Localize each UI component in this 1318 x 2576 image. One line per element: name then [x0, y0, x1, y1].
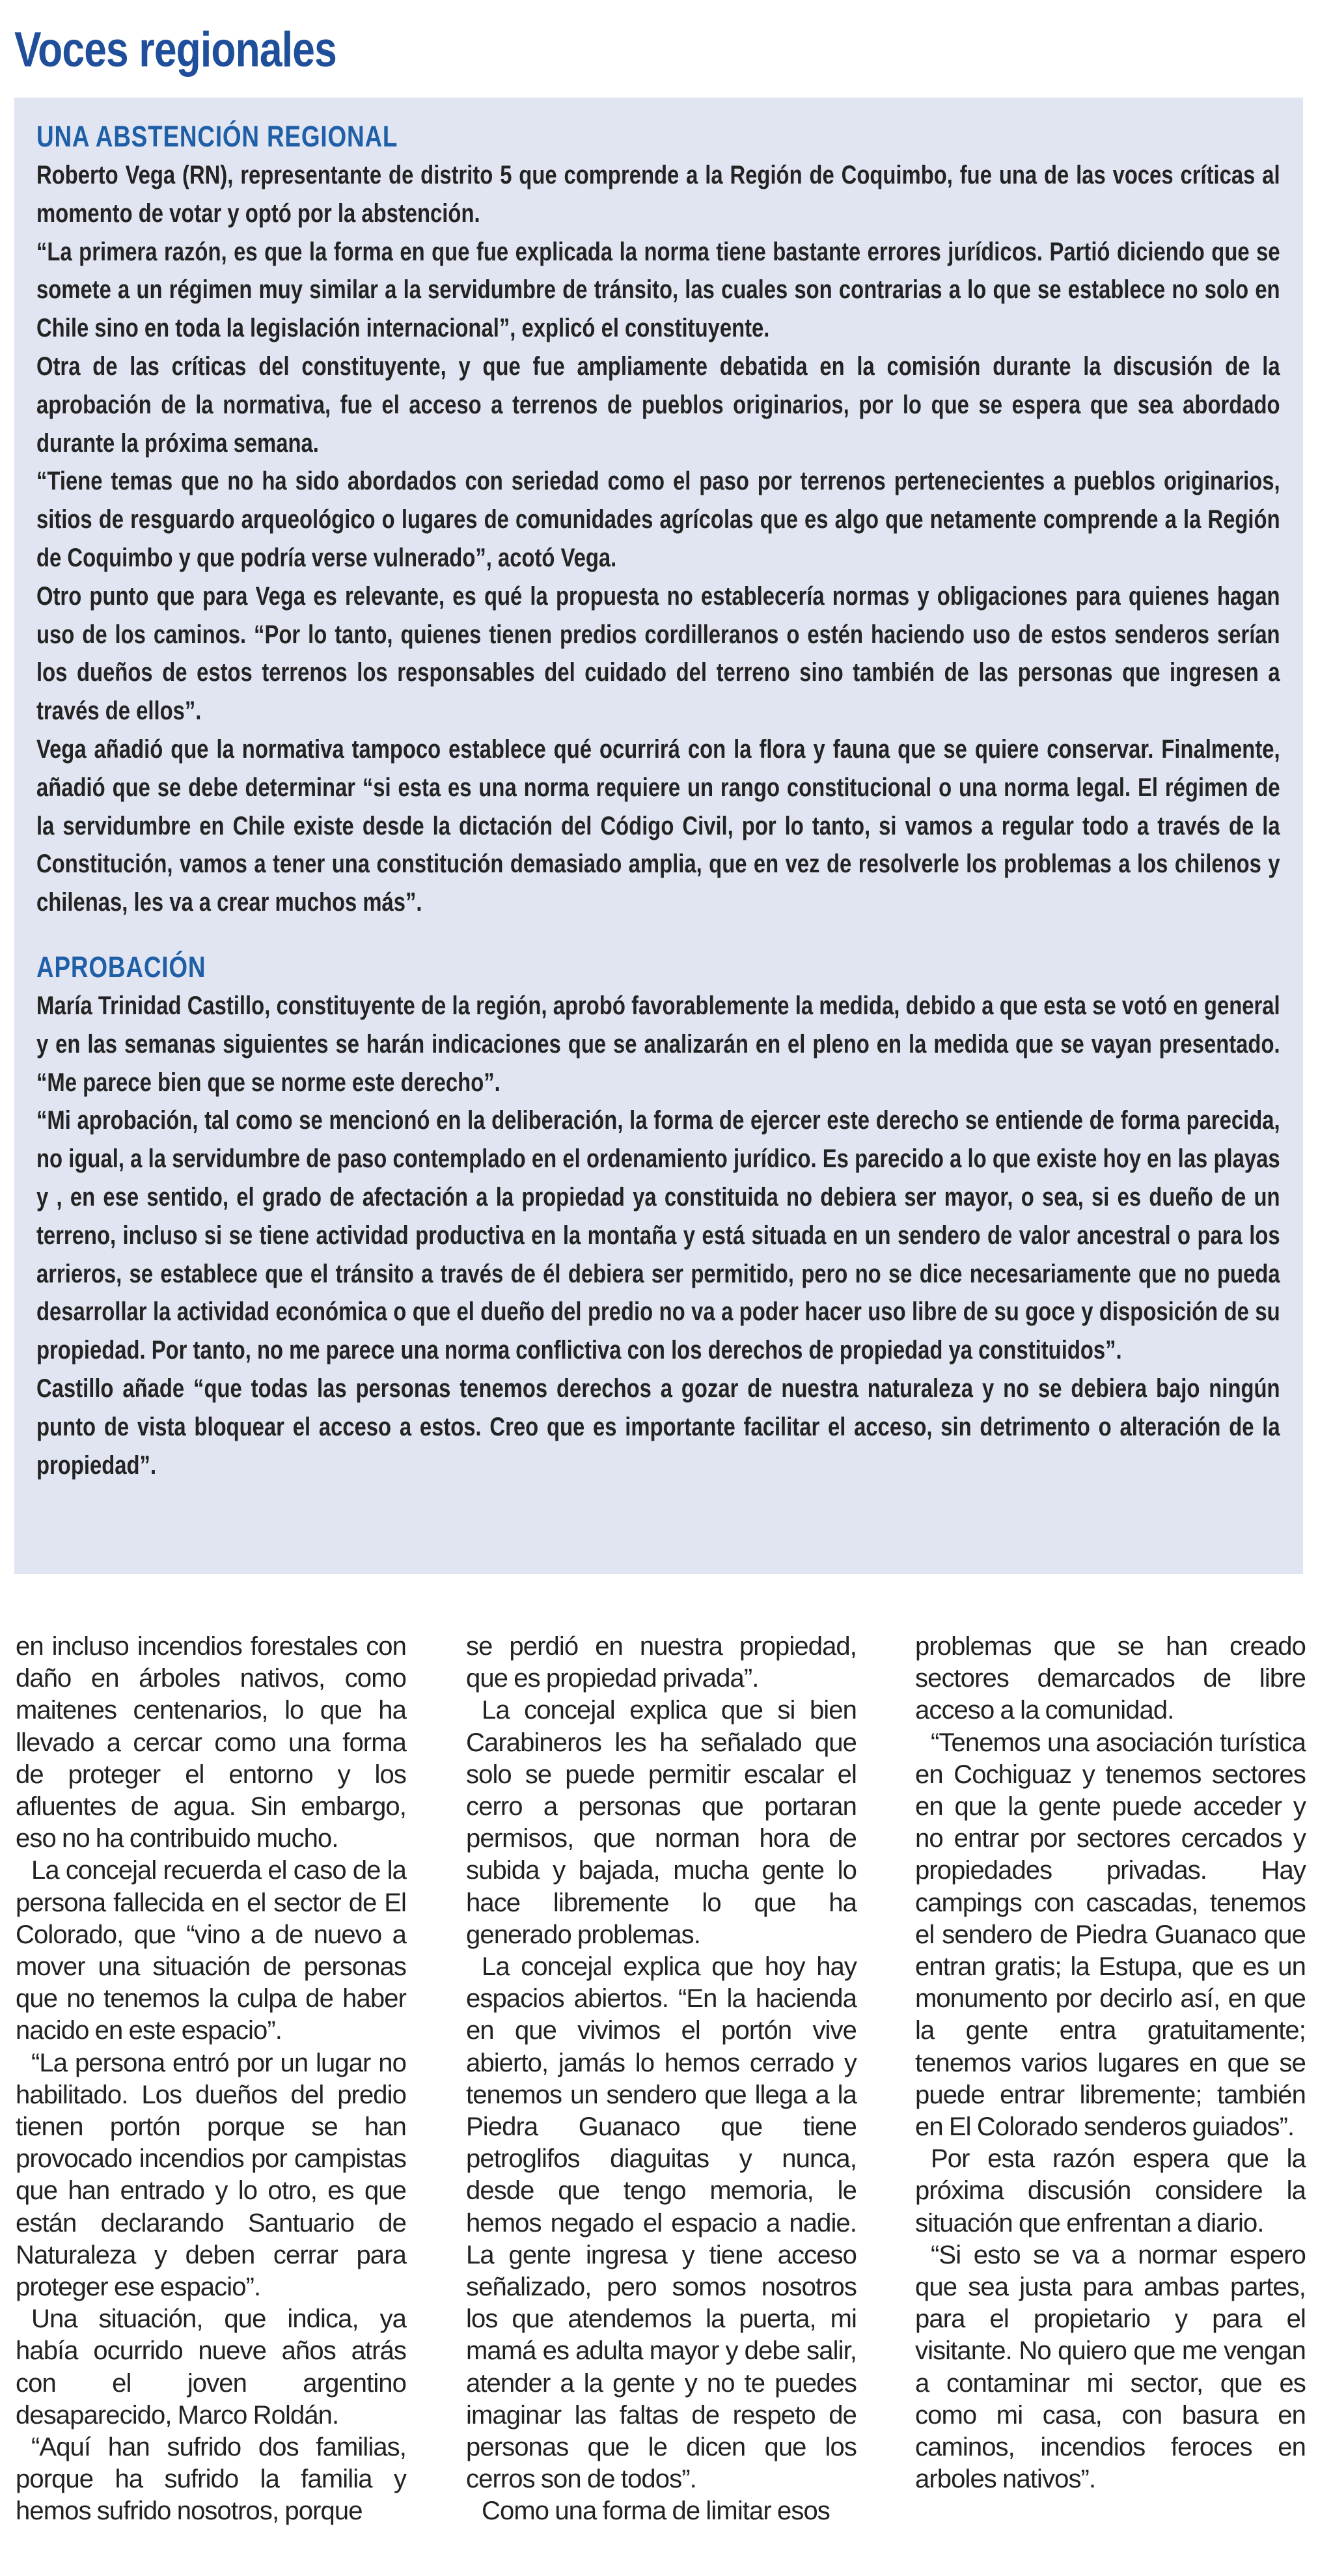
article-paragraph: “Si esto se va a normar espero que sea justa para ambas partes, para el propietario y para el visitante. No quiero que me vengan a contaminar mi sector, que es como mi casa, con basura en caminos, incendios feroces en arboles nativos”.	[915, 2240, 1306, 2494]
article-paragraph: La concejal explica que si bien Carabineros les ha señalado que solo se puede permitir escalar el cerro a personas que portaran permisos, que norman hora de subida y bajada, mucha gente lo hace libremente lo que ha generado problemas.	[466, 1696, 857, 1949]
article-paragraph: Una situación, que indica, ya había ocurrido nueve años atrás con el joven argentino desaparecido, Marco Roldán.	[16, 2305, 406, 2430]
page-title: Voces regionales	[14, 22, 336, 77]
highlight-box-content	[36, 117, 1280, 1484]
article-paragraph: Por esta razón espera que la próxima discusión considere la situación que enfrentan a diario.	[915, 2144, 1306, 2237]
box-paragraph: “La primera razón, es que la forma en que fue explicada la norma tiene bastante errores jurídicos. Partió diciendo que se somete a un régimen muy similar a la servidumbre de tránsito, las cuales son contrarias a lo que se establece no solo en Chile sino en toda la legislación internacional”, explicó el constituyente.	[36, 237, 1280, 343]
box-paragraph: “Tiene temas que no ha sido abordados con seriedad como el paso por terrenos pertenecientes a pueblos originarios, sitios de resguardo arqueológico o lugares de comunidades agrícolas que es algo que netamente comprende a la Región de Coquimbo y que podría verse vulnerado”, acotó Vega.	[36, 467, 1280, 572]
article-paragraph: “La persona entró por un lugar no habilitado. Los dueños del predio tienen portón porque se han provocado incendios por campistas que han entrado y lo otro, es que están declarando Santuario de Naturaleza y deben cerrar para proteger ese espacio”.	[16, 2048, 406, 2302]
article-column-2	[466, 1631, 857, 2528]
article-column-1	[16, 1631, 406, 2528]
box-paragraph: Vega añadió que la normativa tampoco establece qué ocurrirá con la flora y fauna que se quiere conservar. Finalmente, añadió que se debe determinar “si esta es una norma requiere un rango constitucional o una norma legal. El régimen de la servidumbre en Chile existe desde la dictación del Código Civil, por lo tanto, si vamos a regular todo a través de la Constitución, vamos a tener una constitución demasiado amplia, que en vez de resolverle los problemas a los chilenos y chilenas, les va a crear muchos más”.	[36, 734, 1280, 917]
article-columns	[16, 1631, 1306, 2568]
box-paragraph: María Trinidad Castillo, constituyente de la región, aprobó favorablemente la medida, debido a que esta se votó en general y en las semanas siguientes se harán indicaciones que se analizarán en el pleno en la medida que se vayan presentado. “Me parece bien que se norme este derecho”.	[36, 991, 1280, 1097]
highlight-box	[14, 98, 1303, 1574]
article-paragraph: “Aquí han sufrido dos familias, porque ha sufrido la familia y hemos sufrido nosotros, porque	[16, 2433, 406, 2526]
article-paragraph: problemas que se han creado sectores demarcados de libre acceso a la comunidad.	[915, 1632, 1306, 1725]
box-paragraph: Otra de las críticas del constituyente, y que fue ampliamente debatida en la comisión durante la discusión de la aprobación de la normativa, fue el acceso a terrenos de pueblos originarios, por lo que se espera que sea abordado durante la próxima semana.	[36, 352, 1280, 458]
article-paragraph: La concejal explica que hoy hay espacios abiertos. “En la hacienda en que vivimos el portón vive abierto, jamás lo hemos cerrado y tenemos un sendero que llega a la Piedra Guanaco que tiene petroglifos diaguitas y nunca, desde que tengo memoria, le hemos negado el espacio a nadie. La gente ingresa y tiene acceso señalizado, pero somos nosotros los que atendemos la puerta, mi mamá es adulta mayor y debe salir, atender a la gente y no te puedes imaginar las faltas de respeto de personas que le dicen que los cerros son de todos”.	[466, 1952, 857, 2494]
article-paragraph: en incluso incendios forestales con daño en árboles nativos, como maitenes centenarios, lo que ha llevado a cercar como una forma de proteger el entorno y los afluentes de agua. Sin embargo, eso no ha contribuido mucho.	[16, 1632, 406, 1853]
box-paragraph: Otro punto que para Vega es relevante, es qué la propuesta no establecería normas y obligaciones para quienes hagan uso de los caminos. “Por lo tanto, quienes tienen predios cordilleranos o estén haciendo uso de estos senderos serían los dueños de estos terrenos los responsables del cuidado del terreno sino también de las personas que ingresen a través de ellos”.	[36, 581, 1280, 726]
box-paragraph: Roberto Vega (RN), representante de distrito 5 que comprende a la Región de Coquimbo, fue una de las voces críticas al momento de votar y optó por la abstención.	[36, 161, 1280, 228]
box-paragraph: “Mi aprobación, tal como se mencionó en la deliberación, la forma de ejercer este derecho se entiende de forma parecida, no igual, a la servidumbre de paso contemplado en el ordenamiento jurídico. Es parecido a lo que existe hoy en las playas y , en ese sentido, el grado de afectación a la propiedad ya constituida no debiera ser mayor, o sea, si es dueño de un terreno, incluso si se tiene actividad productiva en la montaña y está situada en un sendero de valor ancestral o para los arrieros, se establece que el tránsito a través de él debiera ser permitido, pero no se dice necesariamente que no pueda desarrollar la actividad económica o que el dueño del predio no va a poder hacer uso libre de su goce y disposición de su propiedad. Por tanto, no me parece una norma conflictiva con los derechos de propiedad ya constituidos”.	[36, 1106, 1280, 1365]
article-paragraph: Como una forma de limitar esos	[482, 2497, 830, 2526]
box-paragraph: Castillo añade “que todas las personas tenemos derechos a gozar de nuestra naturaleza y no se debiera bajo ningún punto de vista bloquear el acceso a estos. Creo que es importante facilitar el acceso, sin detrimento o alteración de la propiedad”.	[36, 1374, 1280, 1480]
section-heading-abstencion: UNA ABSTENCIÓN REGIONAL	[36, 120, 398, 153]
article-paragraph: se perdió en nuestra propiedad, que es propiedad privada”.	[466, 1632, 857, 1693]
section-heading-aprobacion: APROBACIÓN	[36, 950, 206, 984]
article-paragraph: “Tenemos una asociación turística en Cochiguaz y tenemos sectores en que la gente puede acceder y no entrar por sectores cercados y propiedades privadas. Hay campings con cascadas, tenemos el sendero de Piedra Guanaco que entran gratis; la Estupa, que es un monumento por decirlo así, en que la gente entra gratuitamente; tenemos varios lugares en que se puede entrar libremente; también en El Colorado senderos guiados”.	[915, 1728, 1306, 2142]
article-paragraph: La concejal recuerda el caso de la persona fallecida en el sector de El Colorado, que “vino a de nuevo a mover una situación de personas que no tenemos la culpa de haber nacido en este espacio”.	[16, 1856, 406, 2045]
article-column-3	[915, 1631, 1306, 2495]
